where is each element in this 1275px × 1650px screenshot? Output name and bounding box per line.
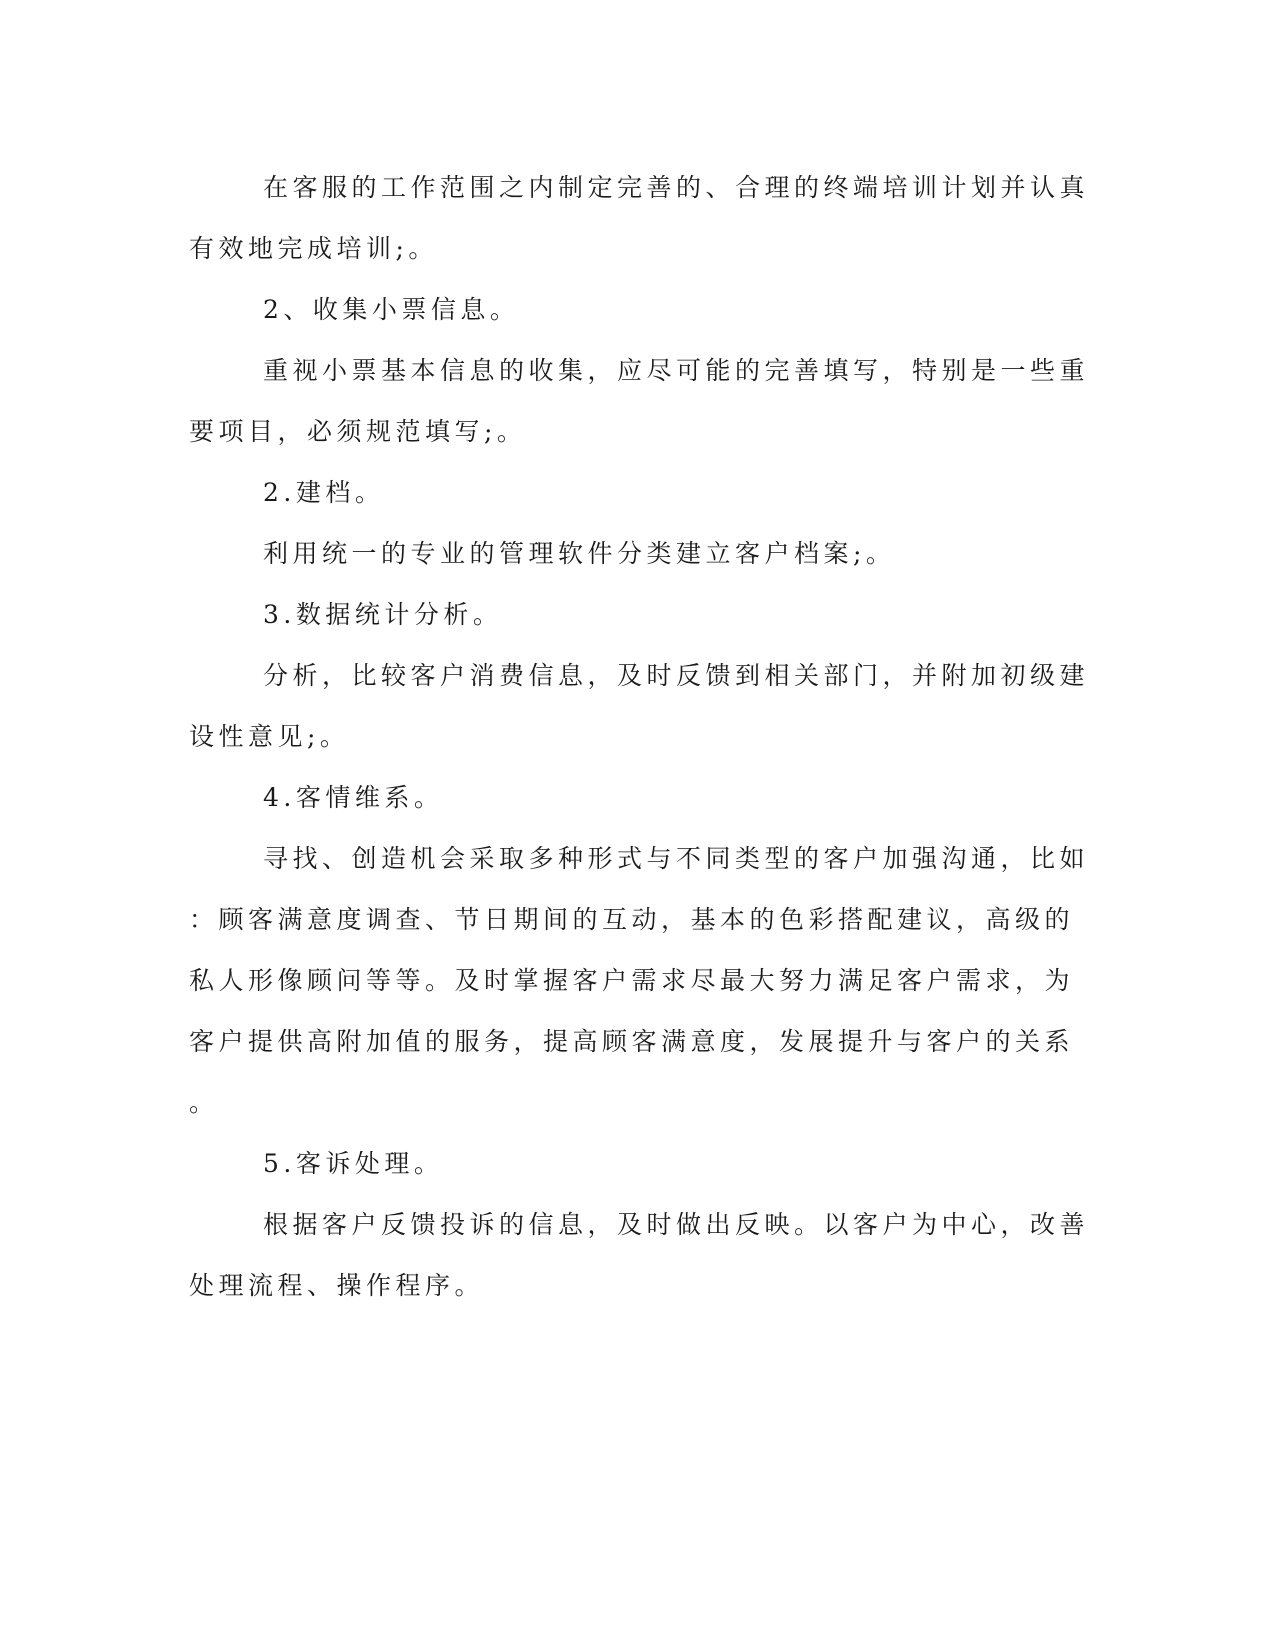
section-heading: 2、收集小票信息。 bbox=[263, 295, 520, 324]
paragraph-line: 根据客户反馈投诉的信息，及时做出反映。以客户为中心，改善 bbox=[263, 1210, 1090, 1239]
paragraph-line: 。 bbox=[189, 1088, 219, 1117]
paragraph-line: 重视小票基本信息的收集，应尽可能的完善填写，特别是一些重 bbox=[263, 356, 1090, 385]
paragraph-line: 私人形像顾问等等。及时掌握客户需求尽最大努力满足客户需求，为 bbox=[189, 966, 1075, 995]
paragraph-line: 客户提供高附加值的服务，提高顾客满意度，发展提升与客户的关系 bbox=[189, 1027, 1075, 1056]
section-heading: 2.建档。 bbox=[263, 478, 385, 507]
section-heading: 5.客诉处理。 bbox=[263, 1149, 444, 1178]
paragraph-line: 利用统一的专业的管理软件分类建立客户档案;。 bbox=[263, 539, 896, 568]
paragraph-line: 设性意见;。 bbox=[189, 722, 350, 751]
paragraph-line: 处理流程、操作程序。 bbox=[189, 1271, 485, 1300]
paragraph-line: ：顾客满意度调查、节日期间的互动，基本的色彩搭配建议，高级的 bbox=[189, 905, 1075, 934]
section-heading: 3.数据统计分析。 bbox=[263, 600, 503, 629]
paragraph-line: 寻找、创造机会采取多种形式与不同类型的客户加强沟通，比如 bbox=[263, 844, 1090, 873]
section-heading: 4.客情维系。 bbox=[263, 783, 444, 812]
paragraph-line: 有效地完成培训;。 bbox=[189, 234, 438, 263]
paragraph-line: 在客服的工作范围之内制定完善的、合理的终端培训计划并认真 bbox=[263, 173, 1090, 202]
paragraph-line: 要项目，必须规范填写;。 bbox=[189, 417, 527, 446]
paragraph-line: 分析，比较客户消费信息，及时反馈到相关部门，并附加初级建 bbox=[263, 661, 1090, 690]
